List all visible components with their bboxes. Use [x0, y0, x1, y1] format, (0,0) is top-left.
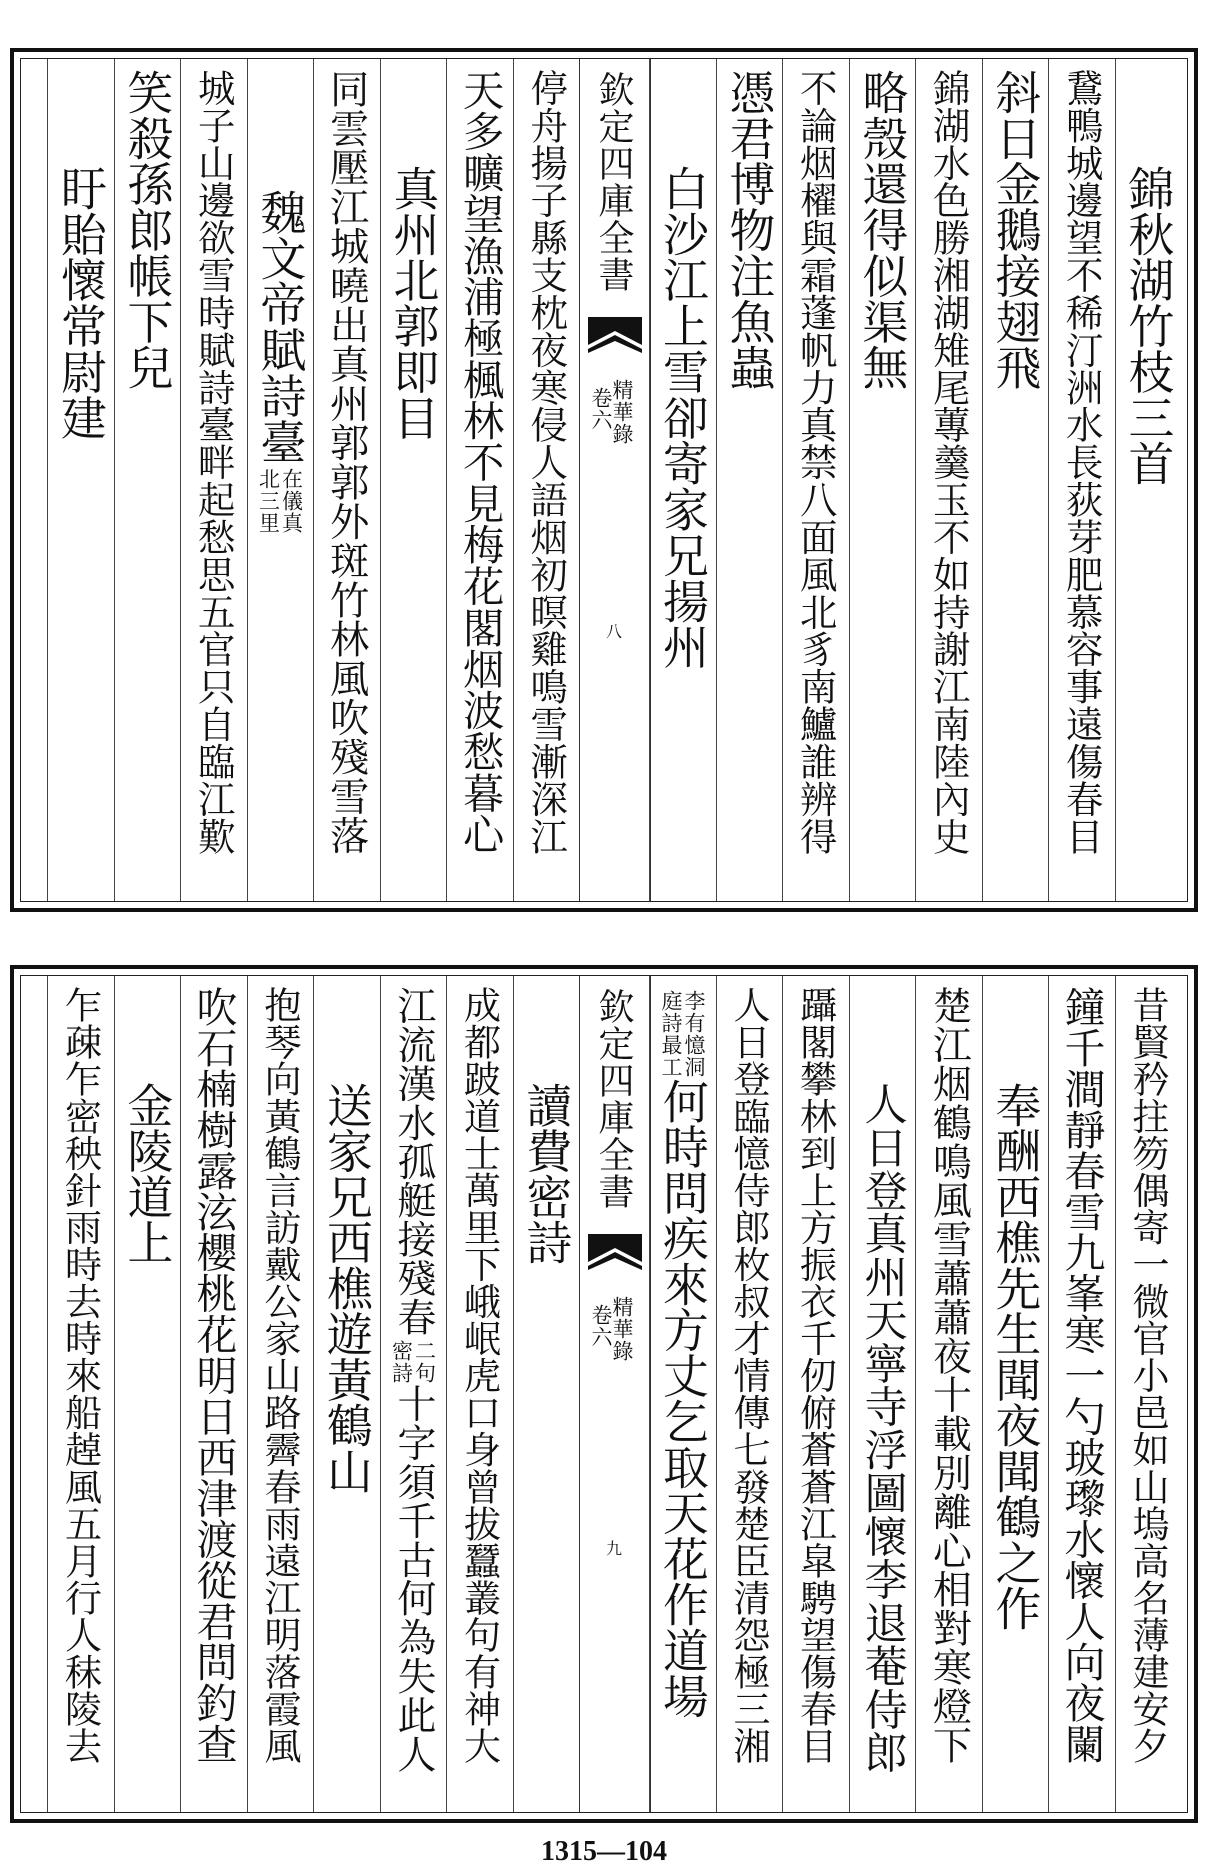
center-leaf-number: 九	[606, 1539, 623, 1558]
column-text: 天多曠望漁浦極楓林不見梅花閣烟波愁暮心	[455, 69, 504, 855]
center-title: 欽定四庫全書	[593, 71, 634, 293]
text-column	[180, 986, 246, 1802]
text-column	[513, 69, 579, 891]
text-column	[1115, 69, 1181, 891]
interlinear-note	[391, 1340, 435, 1384]
text-column	[849, 986, 915, 1802]
text-column	[982, 69, 1048, 891]
text-column	[1048, 986, 1114, 1802]
text-column	[114, 986, 180, 1802]
note-line: 庭詩最工	[659, 990, 683, 1078]
text-column	[915, 986, 981, 1802]
note-line: 二句	[412, 1340, 437, 1385]
column-text: 乍疎乍密秧針雨時去時來船趠風五月行人秣陵去	[58, 986, 102, 1765]
text-column	[446, 986, 512, 1802]
column-text: 錦湖水色勝湘湖雉尾蓴羹玉不如持謝江南陸內史	[926, 69, 971, 855]
column-text: 成都跛道士萬里下峨岷虎口身曾拔蠶叢句有神大	[457, 986, 501, 1765]
column-text: 楚江烟鶴鳴風雪蕭蕭夜十載別離心相對寒燈下	[926, 986, 972, 1764]
text-column	[247, 69, 313, 891]
column-text: 白沙江上雪卻寄家兄揚州	[655, 165, 710, 670]
text-column	[782, 986, 848, 1802]
text-column	[1048, 69, 1114, 891]
text-column	[915, 69, 981, 891]
column-text: 送家兄西樵遊黃鶴山	[319, 1082, 373, 1494]
column-text: 抱琴向黃鶴言訪戴公家山路霽春雨遠江明落霞風	[258, 986, 302, 1765]
note-line: 李有憶洞	[682, 990, 706, 1078]
column-text: 盱貽懷常尉建	[53, 165, 108, 441]
text-column	[849, 69, 915, 891]
column-text: 真州北郭即目	[386, 165, 441, 441]
column-text: 鵞鴨城邊望不稀汀洲水長荻芽肥慕容事遠傷春目	[1059, 69, 1104, 855]
note-line: 在儀真	[279, 468, 304, 535]
text-column	[782, 69, 848, 891]
column-text: 停舟揚子縣支枕夜寒侵人語烟初暝雞鳴雪漸深江	[524, 69, 569, 855]
column-text: 吹石楠樹露泫櫻桃花明日西津渡從君問釣查	[189, 986, 238, 1765]
text-column	[247, 986, 313, 1802]
column-text: 魏文帝賦詩臺	[253, 189, 308, 465]
column-text: 憑君博物注魚蟲	[722, 69, 777, 391]
upper-page-frame	[20, 58, 1188, 902]
interlinear-note	[258, 468, 302, 534]
text-column	[716, 69, 782, 891]
lower-center-band	[579, 976, 651, 1812]
text-column	[380, 986, 446, 1802]
upper-center-band	[579, 59, 651, 901]
text-column	[649, 986, 715, 1802]
note-line: 密詩	[389, 1340, 414, 1385]
column-text: 人日登臨憶侍郎枚叔才情傳七發楚臣清怨極三湘	[727, 986, 771, 1765]
text-column	[649, 69, 715, 891]
center-leaf-number: 八	[606, 622, 623, 641]
column-text: 讀費密詩	[519, 1082, 573, 1266]
text-column	[716, 986, 782, 1802]
page-number: 1315—104	[541, 1836, 667, 1867]
column-text: 十字須千古何為失此人	[390, 1384, 436, 1774]
column-text: 奉酬西樵先生聞夜聞鶴之作	[988, 1082, 1042, 1632]
center-book-name: 精華錄	[610, 379, 634, 445]
column-text: 昔賢矜拄笏偶寄一微官小邑如山塢高名薄建安夕	[1126, 986, 1170, 1765]
column-text: 江流漢水孤艇接殘春	[390, 986, 436, 1337]
column-text: 不論烟櫂與霜蓬帆力真禁八面風北豸南鱸誰辨得	[793, 69, 838, 855]
center-book-volume	[590, 1296, 632, 1362]
column-text: 金陵道上	[120, 1082, 174, 1266]
text-column	[313, 986, 379, 1802]
upper-columns	[21, 59, 1187, 901]
upper-page	[10, 48, 1198, 912]
text-column	[982, 986, 1048, 1802]
text-column	[47, 986, 113, 1802]
center-title: 欽定四庫全書	[593, 988, 634, 1210]
text-column	[180, 69, 246, 891]
column-text: 鐘千澗靜春雪九峯寒一勺玻瓈水懷人向夜闌	[1057, 986, 1106, 1765]
column-text: 錦秋湖竹枝三首	[1121, 165, 1176, 487]
column-text: 同雲壓江城曉出真州郭郭外斑竹林風吹殘雪落	[323, 69, 369, 855]
center-book-name: 精華錄	[610, 1296, 634, 1362]
text-column	[313, 69, 379, 891]
center-book-volume	[590, 379, 632, 445]
text-column	[446, 69, 512, 891]
column-text: 略殼還得似渠無	[855, 69, 910, 391]
fish-tail-mark-icon	[588, 1234, 642, 1276]
column-text: 斜日金鵝接翅飛	[988, 69, 1043, 391]
text-column	[380, 69, 446, 891]
text-column	[513, 986, 579, 1802]
lower-columns	[21, 976, 1187, 1812]
column-text: 躡閣攀林到上方振衣千仞俯蒼蒼江皐騁望傷春目	[793, 986, 837, 1765]
lower-page-frame	[20, 975, 1188, 1813]
note-line: 北三里	[256, 468, 281, 535]
text-column	[114, 69, 180, 891]
text-column	[1115, 986, 1181, 1802]
column-text: 何時問疾來方丈乞取天花作道場	[655, 1078, 709, 1719]
interlinear-note	[660, 990, 704, 1078]
text-column	[47, 69, 113, 891]
column-text: 笑殺孫郎帳下兒	[120, 69, 175, 391]
fish-tail-mark-icon	[588, 317, 642, 359]
column-text: 城子山邊欲雪時賦詩臺畔起愁思五官只自臨江歎	[191, 69, 236, 855]
center-volume: 卷六	[589, 387, 613, 431]
center-volume: 卷六	[589, 1304, 613, 1348]
lower-page	[10, 965, 1198, 1823]
column-text: 人日登真州天寧寺浮圖懷李退菴侍郎	[857, 1082, 908, 1774]
